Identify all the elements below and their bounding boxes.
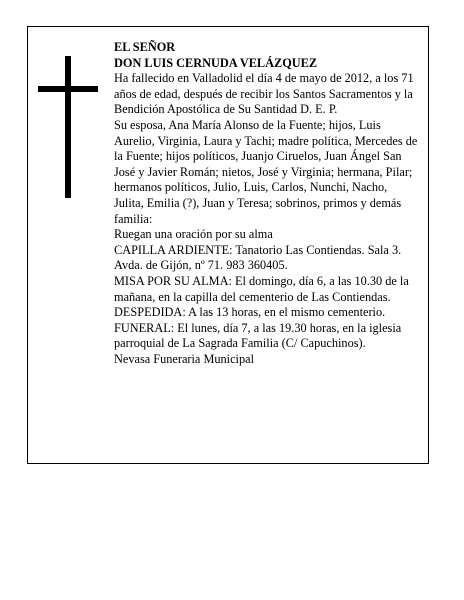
cross-icon <box>38 56 98 198</box>
prayer-request: Ruegan una oración por su alma <box>114 227 273 242</box>
funeral-home: Nevasa Funeraria Municipal <box>114 351 254 366</box>
deceased-name: DON LUIS CERNUDA VELÁZQUEZ <box>114 55 318 70</box>
family-list: Su esposa, Ana María Alonso de la Fuente; hijos, Luis Aurelio, Virginia, Laura y Tachi; madre política, Mercedes de la Fuente; hijos políticos, Juanjo Ciruelos, Juan Ángel San José y Javier Román; nietos, José y Virginia; hermana, Pilar; hermanos políticos, Julio, Luis, Carlos, Nunchi, Nacho, Julita, Emilia (?), Juan y Teresa; sobrinos, primos y demás familia: <box>114 117 418 226</box>
chapel-info: CAPILLA ARDIENTE: Tanatorio Las Contiendas. Sala 3. Avda. de Gijón, nº 71. 983 360405. <box>114 242 402 273</box>
mass-info: MISA POR SU ALMA: El domingo, día 6, a las 10.30 de la mañana, en la capilla del cementerio de Las Contiendas. <box>114 273 409 304</box>
notice-body <box>114 40 419 367</box>
notice-title: EL SEÑOR <box>114 40 176 54</box>
death-announcement: Ha fallecido en Valladolid el día 4 de mayo de 2012, a los 71 años de edad, después de recibir los Santos Sacramentos y la Bendición Apostólica de Su Santidad D. E. P. <box>114 71 414 117</box>
farewell-info: DESPEDIDA: A las 13 horas, en el mismo cementerio. <box>114 305 386 320</box>
funeral-info: FUNERAL: El lunes, día 7, a las 19.30 horas, en la iglesia parroquial de La Sagrada Familia (C/ Capuchinos). <box>114 320 402 351</box>
